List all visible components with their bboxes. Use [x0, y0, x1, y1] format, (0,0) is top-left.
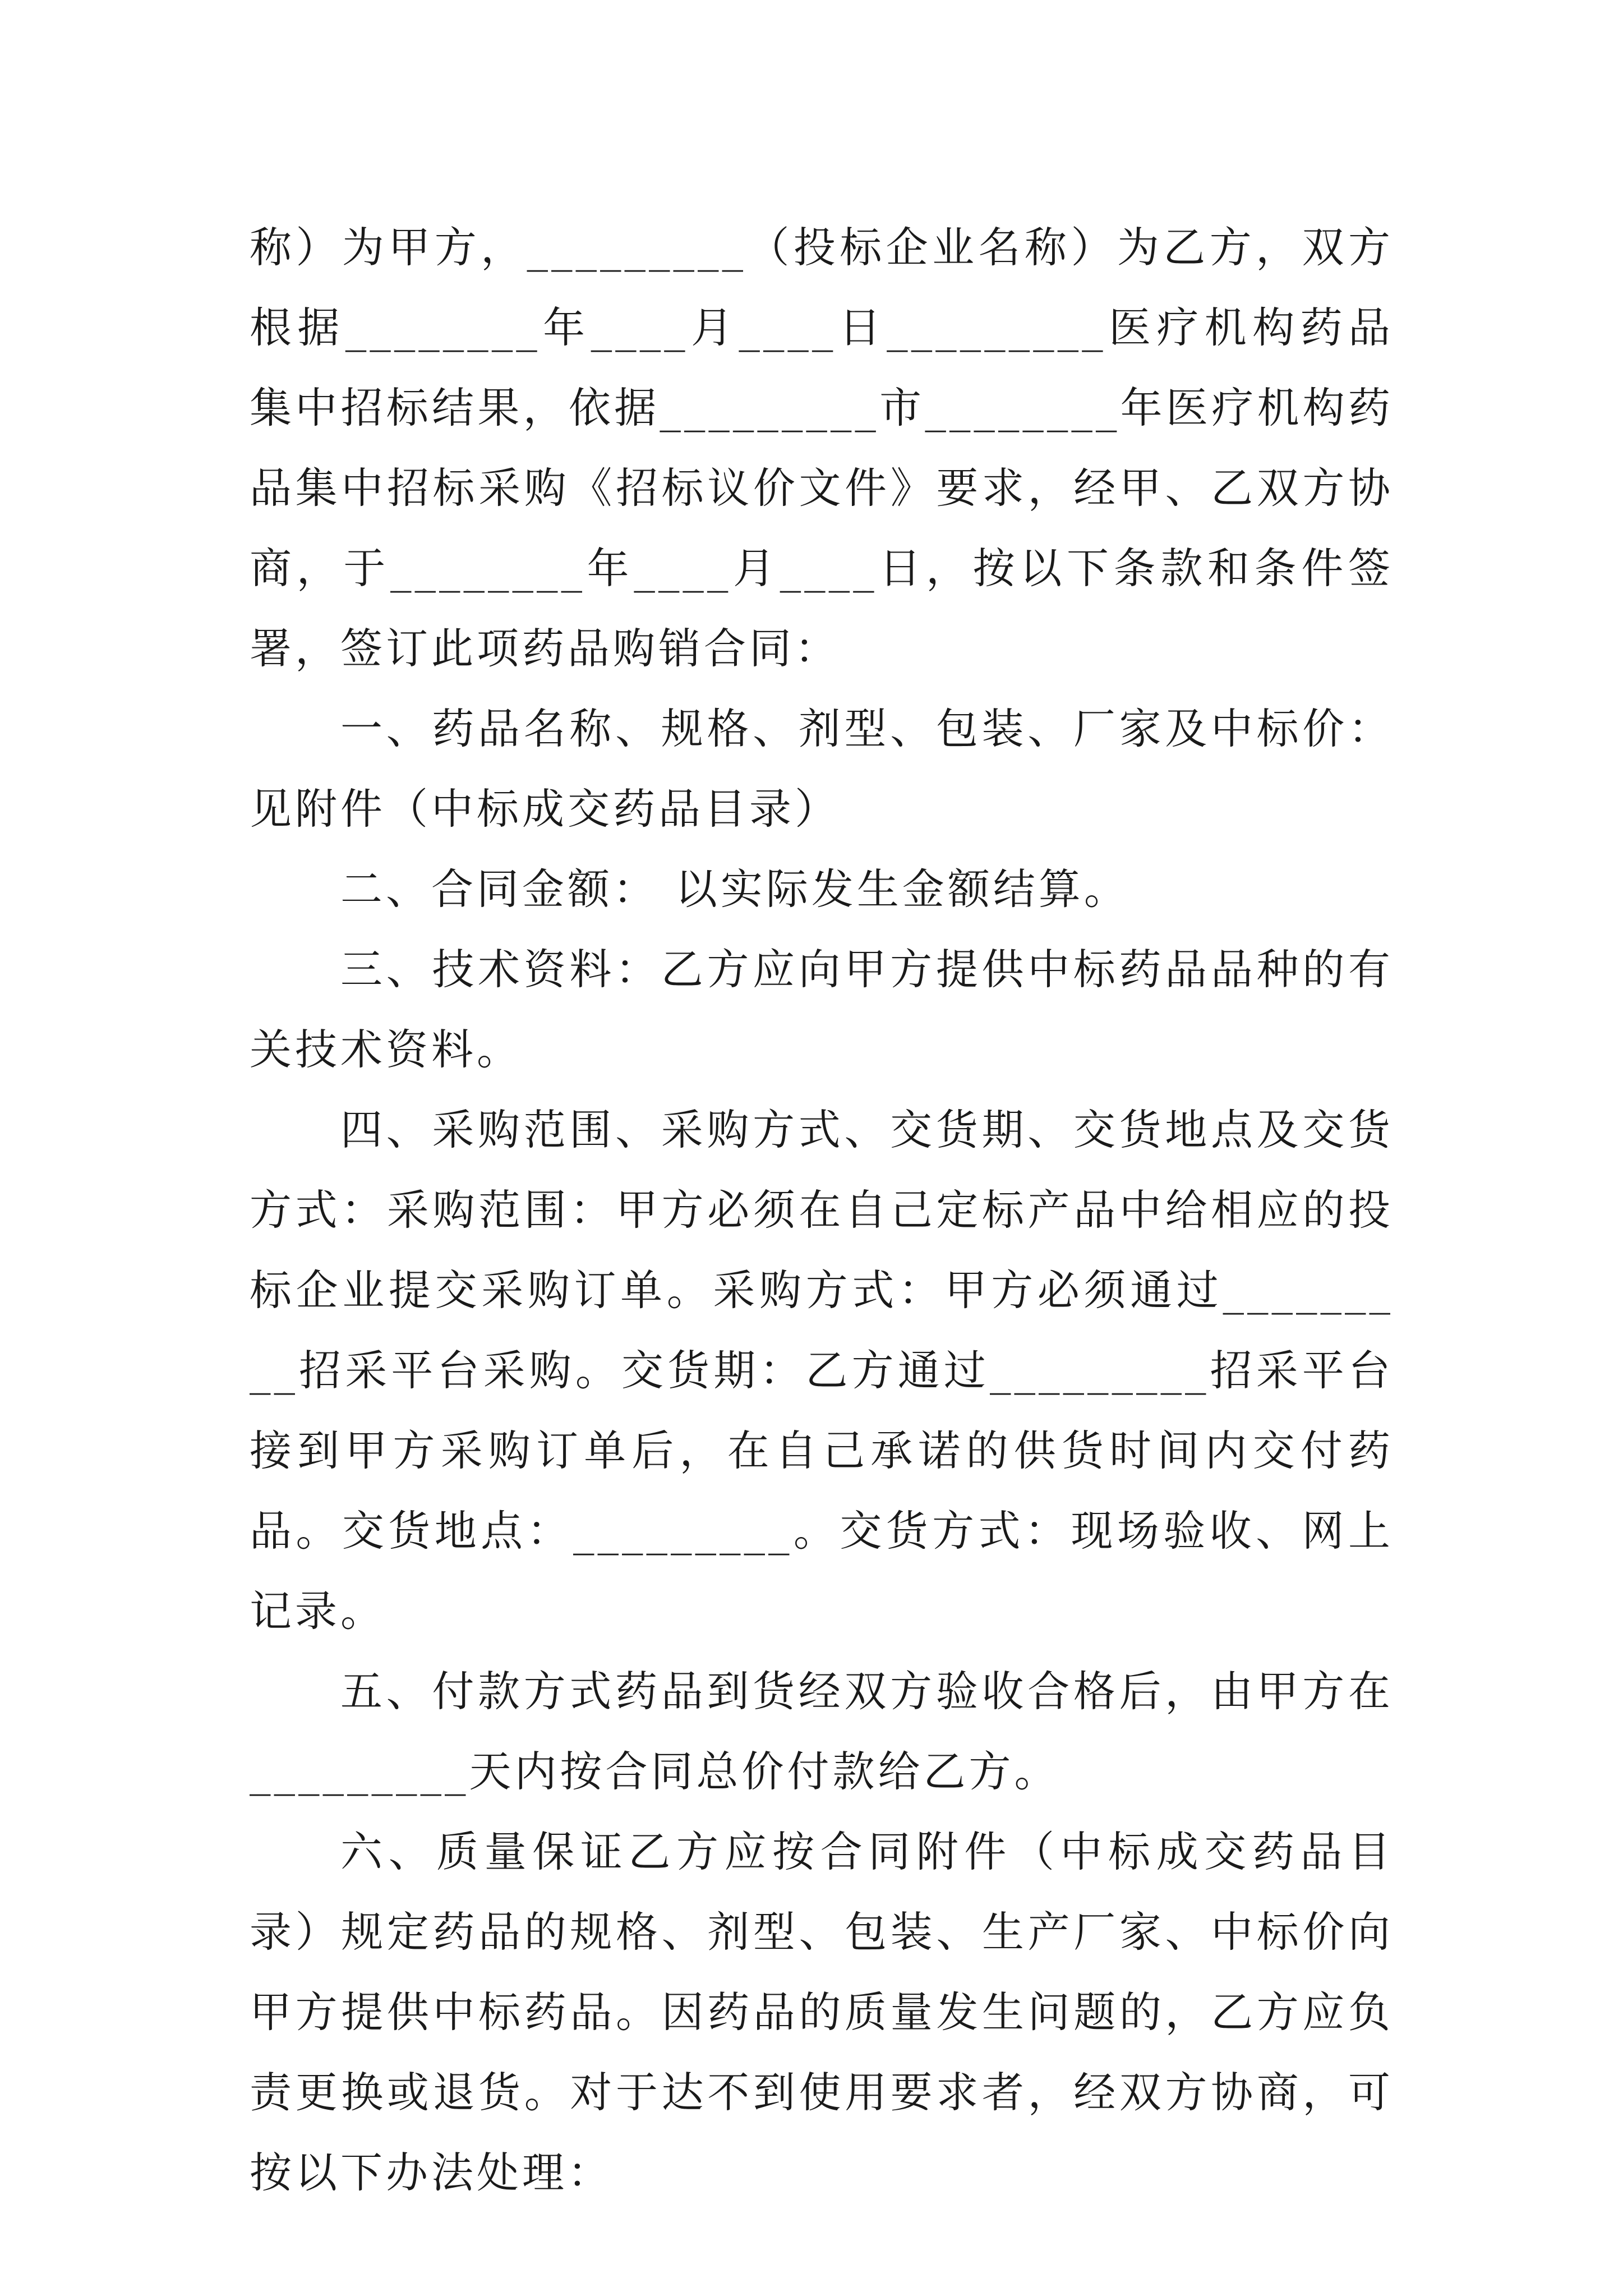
paragraph-clause-4-procurement: 四、采购范围、采购方式、交货期、交货地点及交货方式：采购范围：甲方必须在自己定标产品中给相应的投标企业提交采购订单。采购方式：甲方必须通过_________招采平台采购。交货期：乙方通过_________招采平台接到甲方采购订单后，在自己承诺的供货时间内交付药品。交货地点：_________。交货方式：现场验收、网上记录。 — [250, 1105, 1394, 1636]
paragraph-clause-2-contract-amount: 二、合同金额： 以实际发生金额结算。 — [340, 864, 1129, 914]
paragraph-clause-5-payment: 五、付款方式药品到货经双方验收合格后，由甲方在_________天内按合同总价付款给乙方。 — [250, 1667, 1394, 1796]
contract-body — [250, 208, 1394, 2213]
paragraph-clause-1-drug-details: 一、药品名称、规格、剂型、包装、厂家及中标价：见附件（中标成交药品目录） — [250, 704, 1394, 834]
paragraph-clause-3-technical-data: 三、技术资料：乙方应向甲方提供中标药品品种的有关技术资料。 — [250, 945, 1394, 1074]
paragraph-clause-6-quality: 六、质量保证乙方应按合同附件（中标成交药品目录）规定药品的规格、剂型、包装、生产厂家、中标价向甲方提供中标药品。因药品的质量发生问题的，乙方应负责更换或退货。对于达不到使用要求者，经双方协商，可按以下办法处理： — [250, 1827, 1394, 2197]
paragraph-preamble: 称）为甲方，_________（投标企业名称）为乙方，双方根据________年____月____日_________医疗机构药品集中招标结果，依据_________市________年医疗机构药品集中招标采购《招标议价文件》要求，经甲、乙双方协商，于________年____月____日，按以下条款和条件签署，签订此项药品购销合同： — [250, 223, 1394, 673]
